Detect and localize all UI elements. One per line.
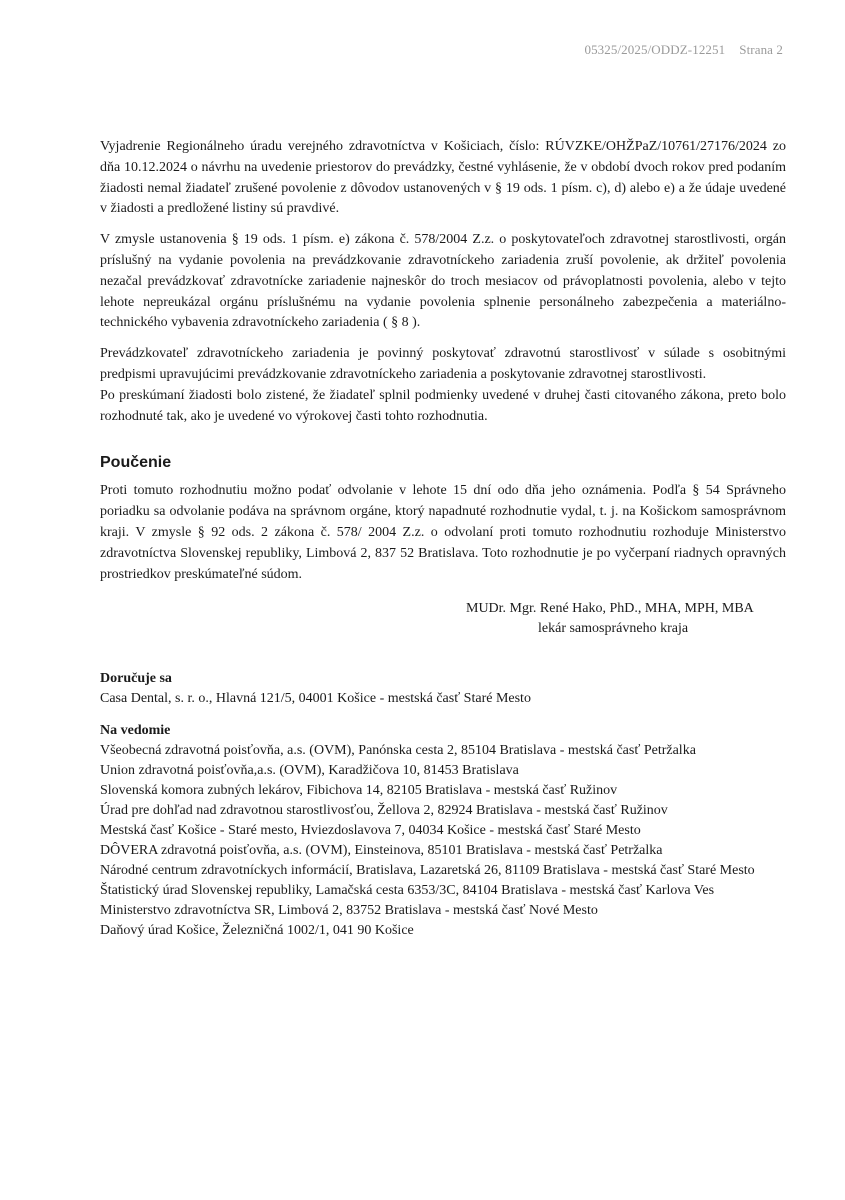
cc-title: Na vedomie — [100, 723, 171, 738]
cc-recipient: Ministerstvo zdravotníctva SR, Limbová 2, 83752 Bratislava - mestská časť Nové Mesto — [100, 903, 598, 918]
cc-recipient: Slovenská komora zubných lekárov, Fibichova 14, 82105 Bratislava - mestská časť Ružinov — [100, 783, 618, 798]
signatory-role: lekár samosprávneho kraja — [538, 621, 689, 636]
cc-recipient: Union zdravotná poisťovňa,a.s. (OVM), Karadžičova 10, 81453 Bratislava — [100, 763, 519, 778]
delivery-recipient: Casa Dental, s. r. o., Hlavná 121/5, 04001 Košice - mestská časť Staré Mesto — [100, 691, 531, 706]
cc-recipient: Mestská časť Košice - Staré mesto, Hviezdoslavova 7, 04034 Košice - mestská časť Staré Mesto — [100, 823, 641, 838]
cc-recipient: Úrad pre dohľad nad zdravotnou starostlivosťou, Žellova 2, 82924 Bratislava - mestská časť Ružinov — [100, 803, 668, 818]
paragraph-operator-duty: Prevádzkovateľ zdravotníckeho zariadenia je povinný poskytovať zdravotnú starostlivosť v súlade s osobitnými predpismi upravujúcimi prevádzkovanie zdravotníckeho zariadenia a poskytovanie zdravotnej starostlivosti. — [100, 346, 786, 382]
cc-recipient: Všeobecná zdravotná poisťovňa, a.s. (OVM), Panónska cesta 2, 85104 Bratislava - mestská časť Petržalka — [100, 743, 696, 758]
delivery-section — [100, 669, 531, 709]
cc-recipient: DÔVERA zdravotná poisťovňa, a.s. (OVM), Einsteinova, 85101 Bratislava - mestská časť Petržalka — [100, 843, 663, 858]
poucenie-heading: Poučenie — [100, 454, 172, 472]
paragraph-conclusion: Po preskúmaní žiadosti bolo zistené, že žiadateľ splnil podmienky uvedené v druhej časti citovaného zákona, preto bolo rozhodnuté tak, ako je uvedené vo výrokovej časti tohto rozhodnutia. — [100, 387, 786, 424]
delivery-title: Doručuje sa — [100, 671, 172, 686]
paragraph-ruvz-statement: Vyjadrenie Regionálneho úradu verejného zdravotníctva v Košiciach, číslo: RÚVZKE/OHŽPaZ/10761/27176/2024 zo dňa 10.12.2024 o návrhu na uvedenie priestorov do prevádzky, čestné vyhlásenie, že v období dvoch rokov pred podaním žiadosti nemal žiadateľ zrušené povolenie z dôvodov ustanovených v § 19 ods. 1 písm. c), d) alebo e) a že údaje uvedené v žiadosti a predložené listiny sú pravdivé. — [100, 139, 786, 217]
cc-section — [100, 721, 755, 941]
cc-recipient: Národné centrum zdravotníckych informácií, Bratislava, Lazaretská 26, 81109 Bratislava - mestská časť Staré Mesto — [100, 863, 755, 878]
paragraph-legal-basis: V zmysle ustanovenia § 19 ods. 1 písm. e) zákona č. 578/2004 Z.z. o poskytovateľoch zdravotnej starostlivosti, orgán príslušný na vydanie povolenia na prevádzkovanie zdravotníckeho zariadenia zruší povolenie, ak držiteľ povolenia nezačal prevádzkovať zdravotnícke zariadenie najneskôr do troch mesiacov od právoplatnosti povolenia, alebo v tejto lehote nepreukázal orgánu príslušnému na vydanie povolenia splnenie personálneho zabezpečenia a materiálno-technického vybavenia zdravotníckeho zariadenia ( § 8 ). — [100, 232, 786, 331]
page-header — [584, 42, 783, 58]
cc-recipient: Štatistický úrad Slovenskej republiky, Lamačská cesta 6353/3C, 84104 Bratislava - mestská časť Karlova Ves — [100, 883, 715, 898]
document-body — [100, 137, 786, 585]
poucenie-text: Proti tomuto rozhodnutiu možno podať odvolanie v lehote 15 dní odo dňa jeho oznámenia. Podľa § 54 Správneho poriadku sa odvolanie podáva na správnom orgáne, ktorý napadnuté rozhodnutie vydal, t. j. na Košickom samosprávnom kraji. V zmysle § 92 ods. 2 zákona č. 578/ 2004 Z.z. o odvolaní proti tomuto rozhodnutiu rozhoduje Ministerstvo zdravotníctva Slovenskej republiky, Limbová 2, 837 52 Bratislava. Toto rozhodnutie je po vyčerpaní riadnych opravných prostriedkov preskúmateľné súdom. — [100, 483, 786, 582]
signatory-name: MUDr. Mgr. René Hako, PhD., MHA, MPH, MBA — [466, 601, 754, 616]
cc-recipient: Daňový úrad Košice, Železničná 1002/1, 041 90 Košice — [100, 923, 414, 938]
page-number: Strana 2 — [739, 42, 783, 57]
document-number: 05325/2025/ODDZ-12251 — [584, 42, 726, 57]
